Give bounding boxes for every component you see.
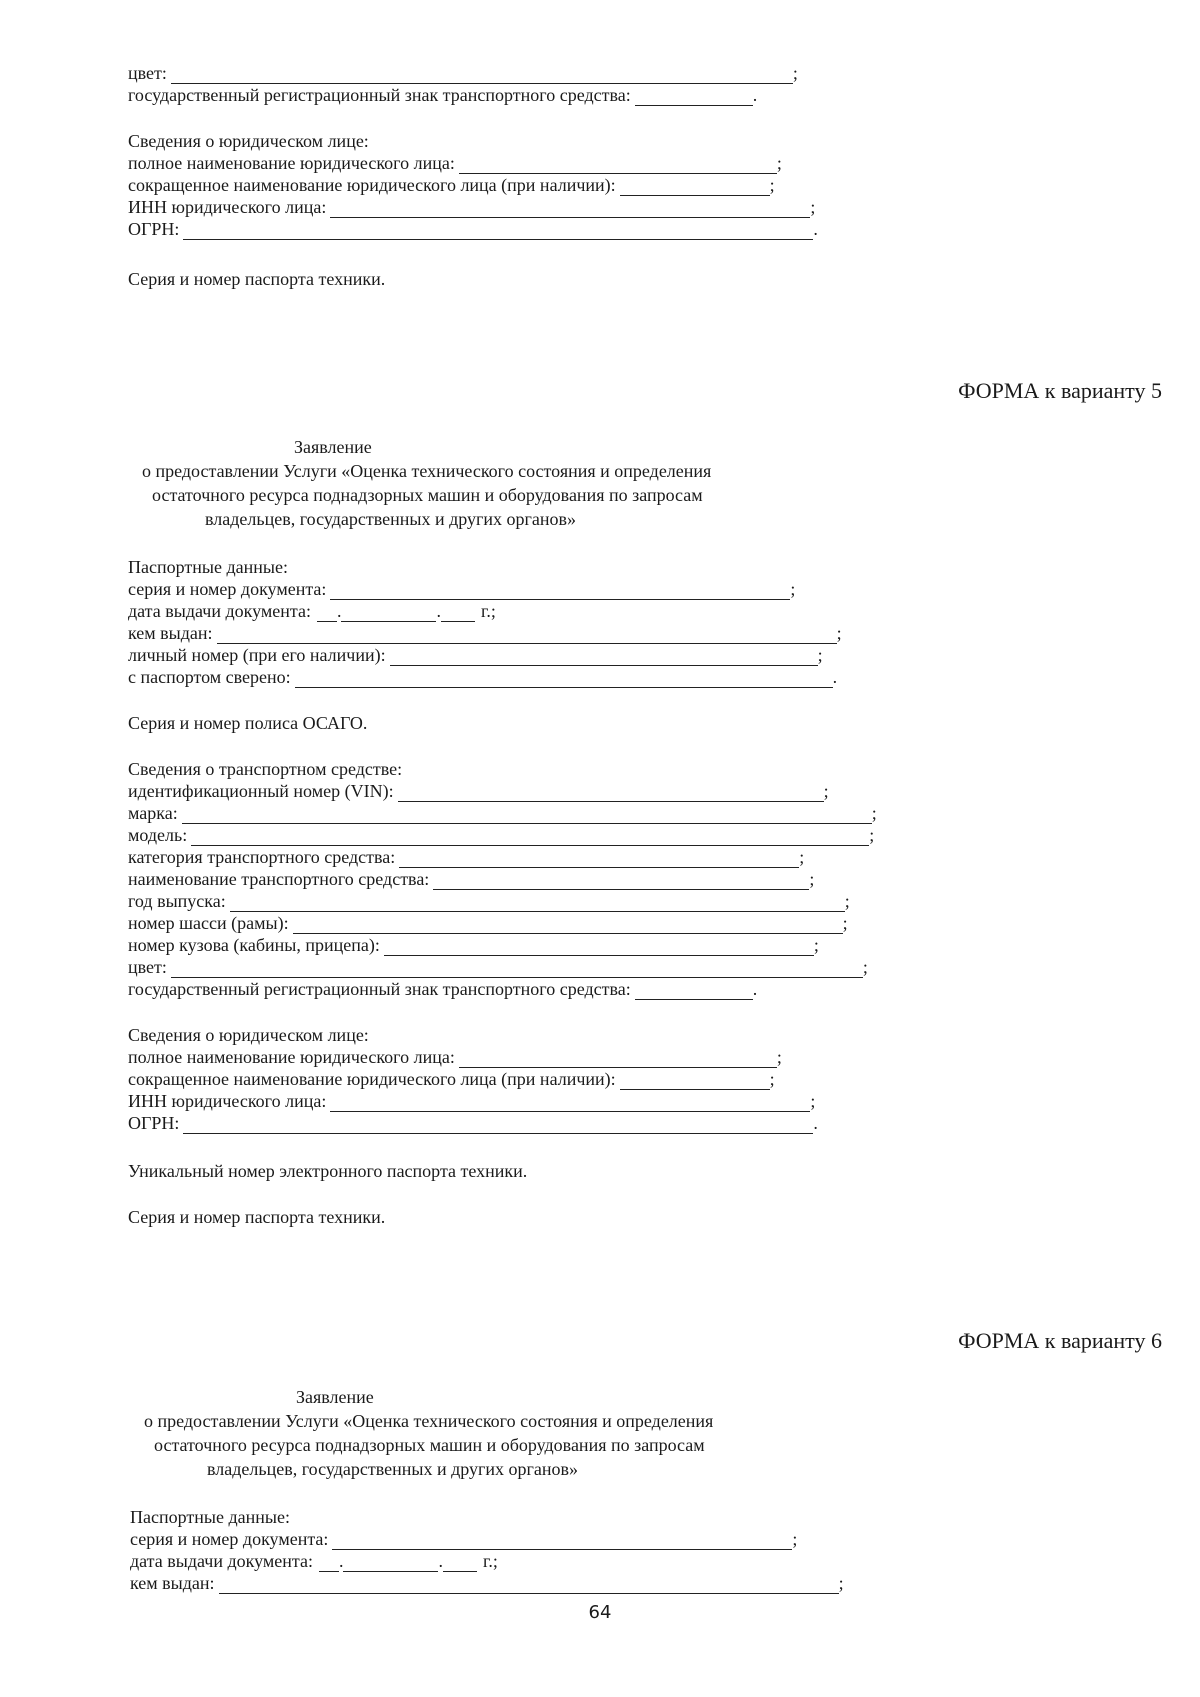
field-blank: [330, 200, 810, 218]
form6-field-issued-by: [130, 1572, 844, 1594]
field-blank: [459, 156, 777, 174]
date-suffix: г.;: [482, 1551, 498, 1571]
field-label: сокращенное наименование юридического лица (при наличии):: [128, 1069, 616, 1089]
form5-legal-heading: [128, 1024, 369, 1046]
field-blank: [219, 1576, 839, 1594]
form6-field-issue-date: [130, 1550, 498, 1572]
field-end: ;: [792, 63, 798, 83]
field-blank: [459, 1050, 777, 1068]
form5-osago: [128, 712, 367, 734]
legal-heading: [128, 130, 369, 152]
field-reg-plate: [128, 84, 757, 106]
field-end: .: [813, 1113, 818, 1133]
date-sep: .: [438, 1551, 443, 1571]
date-day-blank: [319, 1554, 339, 1572]
form5-field-category: [128, 846, 804, 868]
field-blank: [635, 982, 753, 1000]
field-blank: [183, 1116, 813, 1134]
form5-field-reg-plate: [128, 978, 757, 1000]
form5-title-4: владельцев, государственных и других органов»: [205, 509, 577, 529]
field-blank: [620, 1072, 770, 1090]
field-label: дата выдачи документа:: [128, 601, 311, 621]
section-heading: Сведения о юридическом лице:: [128, 1025, 369, 1045]
form5-field-ogrn: [128, 1112, 818, 1134]
field-end: .: [813, 219, 818, 239]
form5-passport-heading: [128, 556, 288, 578]
form5-heading: ФОРМА к варианту 5: [958, 378, 1162, 403]
field-label: сокращенное наименование юридического лица (при наличии):: [128, 175, 616, 195]
field-end: ;: [809, 869, 815, 889]
field-end: ;: [871, 803, 877, 823]
form5-field-color: [128, 956, 868, 978]
field-blank: [332, 1532, 792, 1550]
form5-field-brand: [128, 802, 877, 824]
section-heading: Паспортные данные:: [130, 1507, 290, 1527]
paragraph: Уникальный номер электронного паспорта техники.: [128, 1161, 528, 1181]
field-inn: [128, 196, 815, 218]
field-blank: [433, 872, 809, 890]
field-blank: [183, 222, 813, 240]
field-end: .: [832, 667, 838, 687]
field-blank: [171, 960, 863, 978]
field-end: .: [752, 85, 758, 105]
field-blank: [390, 648, 818, 666]
form5-field-vehicle-name: [128, 868, 814, 890]
field-end: ;: [810, 197, 816, 217]
date-month-blank: [341, 604, 436, 622]
form5-field-issue-date: [128, 600, 496, 622]
form5-field-body: [128, 934, 819, 956]
paragraph: Серия и номер паспорта техники.: [128, 1207, 386, 1227]
field-label: полное наименование юридического лица:: [128, 153, 455, 173]
field-end: ;: [799, 847, 805, 867]
date-year-blank: [443, 1554, 477, 1572]
form5-passport-series: [128, 1206, 385, 1228]
form6-field-doc-number: [130, 1528, 797, 1550]
date-year-blank: [441, 604, 475, 622]
form5-field-legal-full: [128, 1046, 782, 1068]
field-end: ;: [862, 957, 868, 977]
section-heading: Сведения о юридическом лице:: [128, 131, 369, 151]
field-end: ;: [769, 1069, 775, 1089]
field-label: государственный регистрационный знак транспортного средства:: [128, 85, 631, 105]
date-month-blank: [343, 1554, 438, 1572]
field-label: с паспортом сверено:: [128, 667, 291, 687]
form5-vehicle-heading: [128, 758, 402, 780]
field-end: ;: [810, 1091, 816, 1111]
field-blank: [295, 670, 833, 688]
field-label: ОГРН:: [128, 1113, 180, 1133]
form5-field-vin: [128, 780, 829, 802]
field-label: наименование транспортного средства:: [128, 869, 430, 889]
form6-heading: ФОРМА к варианту 6: [958, 1328, 1162, 1353]
field-legal-full: [128, 152, 782, 174]
field-blank: [384, 938, 814, 956]
date-day-blank: [317, 604, 337, 622]
field-label: модель:: [128, 825, 188, 845]
form5-field-personal-number: [128, 644, 823, 666]
field-label: дата выдачи документа:: [130, 1551, 313, 1571]
date-sep: .: [338, 1551, 344, 1571]
field-label: ИНН юридического лица:: [128, 1091, 327, 1111]
field-blank: [635, 88, 753, 106]
date-sep: .: [336, 601, 342, 621]
field-blank: [191, 828, 869, 846]
form5-title-2: о предоставлении Услуги «Оценка технического состояния и определения: [142, 461, 712, 481]
paragraph: Серия и номер полиса ОСАГО.: [128, 713, 368, 733]
form6-title-3: остаточного ресурса поднадзорных машин и оборудования по запросам: [154, 1435, 705, 1455]
field-end: ;: [869, 825, 875, 845]
field-end: ;: [836, 623, 842, 643]
field-blank: [330, 582, 790, 600]
field-blank: [182, 806, 872, 824]
form5-field-chassis: [128, 912, 848, 934]
field-label: полное наименование юридического лица:: [128, 1047, 455, 1067]
field-end: ;: [792, 1529, 798, 1549]
field-label: год выпуска:: [128, 891, 226, 911]
field-label: серия и номер документа:: [128, 579, 327, 599]
section-heading: Сведения о транспортном средстве:: [128, 759, 403, 779]
field-label: серия и номер документа:: [130, 1529, 329, 1549]
field-blank: [230, 894, 845, 912]
field-end: ;: [842, 913, 848, 933]
field-blank: [293, 916, 843, 934]
form5-field-inn: [128, 1090, 815, 1112]
paragraph: Серия и номер паспорта техники.: [128, 269, 386, 289]
field-label: цвет:: [128, 63, 167, 83]
form6-title-1: Заявление: [296, 1387, 374, 1407]
field-color: [128, 62, 798, 84]
form5-field-doc-number: [128, 578, 795, 600]
form5-field-legal-short: [128, 1068, 775, 1090]
form5-e-passport: [128, 1160, 527, 1182]
date-suffix: г.;: [480, 601, 496, 621]
field-label: цвет:: [128, 957, 167, 977]
form6-title-2: о предоставлении Услуги «Оценка технического состояния и определения: [144, 1411, 714, 1431]
field-end: .: [752, 979, 758, 999]
field-end: ;: [817, 645, 823, 665]
field-label: кем выдан:: [130, 1573, 215, 1593]
field-label: кем выдан:: [128, 623, 213, 643]
form5-field-issued-by: [128, 622, 842, 644]
field-label: категория транспортного средства:: [128, 847, 396, 867]
field-end: ;: [823, 781, 829, 801]
field-label: номер кузова (кабины, прицепа):: [128, 935, 380, 955]
passport-series-line: [128, 268, 385, 290]
field-label: государственный регистрационный знак транспортного средства:: [128, 979, 631, 999]
field-blank: [330, 1094, 810, 1112]
field-end: ;: [776, 153, 782, 173]
form5-field-verified: [128, 666, 837, 688]
field-end: ;: [776, 1047, 782, 1067]
section-heading: Паспортные данные:: [128, 557, 288, 577]
field-label: ИНН юридического лица:: [128, 197, 327, 217]
field-label: личный номер (при его наличии):: [128, 645, 386, 665]
field-blank: [171, 66, 793, 84]
field-blank: [398, 784, 824, 802]
form5-field-model: [128, 824, 874, 846]
field-ogrn: [128, 218, 818, 240]
field-label: марка:: [128, 803, 178, 823]
form5-title-1: Заявление: [294, 437, 372, 457]
form6-passport-heading: [130, 1506, 290, 1528]
field-end: ;: [769, 175, 775, 195]
date-sep: .: [436, 601, 441, 621]
form5-field-year: [128, 890, 850, 912]
field-label: ОГРН:: [128, 219, 180, 239]
form5-title-3: остаточного ресурса поднадзорных машин и оборудования по запросам: [152, 485, 703, 505]
field-end: ;: [838, 1573, 844, 1593]
field-end: ;: [844, 891, 850, 911]
field-blank: [217, 626, 837, 644]
field-end: ;: [813, 935, 819, 955]
field-legal-short: [128, 174, 775, 196]
field-label: номер шасси (рамы):: [128, 913, 289, 933]
page-number: 64: [588, 1602, 612, 1623]
field-blank: [620, 178, 770, 196]
field-label: идентификационный номер (VIN):: [128, 781, 394, 801]
form6-title-4: владельцев, государственных и других органов»: [207, 1459, 579, 1479]
field-blank: [399, 850, 799, 868]
field-end: ;: [790, 579, 796, 599]
